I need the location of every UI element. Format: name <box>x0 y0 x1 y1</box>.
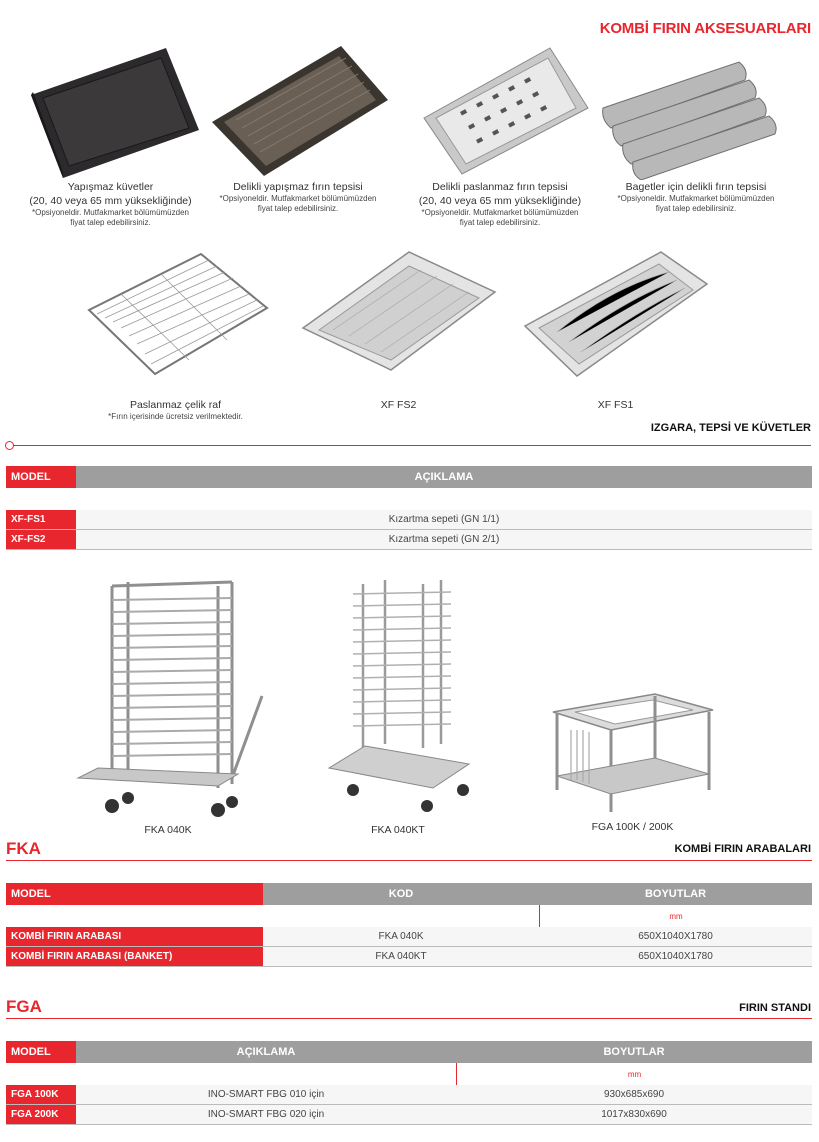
model-cell: KOMBİ FIRIN ARABASI (BANKET) <box>6 947 263 967</box>
dimensions-cell: 930x685x690 <box>456 1085 812 1105</box>
column-header-model: MODEL <box>6 466 76 488</box>
table-header-row <box>6 883 812 905</box>
product-note: *Opsiyoneldir. Mutfakmarket bölümümüzden <box>219 194 377 203</box>
spacer-cell <box>6 905 539 927</box>
column-header-code: KOD <box>263 883 539 905</box>
nonstick-pan-image <box>21 40 201 180</box>
accessory-table <box>6 466 812 550</box>
unit-label: mm <box>539 905 812 927</box>
page-title: KOMBİ FIRIN AKSESUARLARI <box>599 20 811 37</box>
table-header-row <box>6 466 812 488</box>
description-cell: INO-SMART FBG 010 için <box>76 1085 456 1105</box>
dimensions-cell: 650X1040X1780 <box>539 927 812 947</box>
cart-fka-040kt-image <box>323 578 473 823</box>
product-xf-fs2 <box>296 248 501 412</box>
model-cell: FGA 200K <box>6 1105 76 1125</box>
unit-label: mm <box>456 1063 812 1085</box>
code-cell: FKA 040KT <box>263 947 539 967</box>
product-note: fiyat talep edebilirsiniz. <box>257 204 339 213</box>
fry-basket-fs2-image <box>299 248 499 398</box>
table-row <box>6 927 812 947</box>
description-cell: Kızartma sepeti (GN 2/1) <box>76 530 812 550</box>
model-cell: XF-FS2 <box>6 530 76 550</box>
column-header-model: MODEL <box>6 883 263 905</box>
baguette-tray-image <box>599 40 794 180</box>
section-label: FIRIN STANDI <box>739 1002 811 1014</box>
oven-stand-image <box>545 690 720 820</box>
stand-table <box>6 1041 812 1125</box>
column-header-description: AÇIKLAMA <box>76 1041 456 1063</box>
section-divider <box>6 860 812 861</box>
column-header-model: MODEL <box>6 1041 76 1063</box>
section-label: KOMBİ FIRIN ARABALARI <box>674 843 811 855</box>
product-name: XF FS2 <box>380 399 417 411</box>
product-xf-fs1 <box>518 248 713 412</box>
table-row <box>6 530 812 550</box>
column-header-dimensions: BOYUTLAR <box>456 1041 812 1063</box>
table-row <box>6 1085 812 1105</box>
dimensions-cell: 650X1040X1780 <box>539 947 812 967</box>
model-cell: FGA 100K <box>6 1085 76 1105</box>
product-name: FKA 040K <box>144 824 192 836</box>
product-note: *Opsiyoneldir. Mutfakmarket bölümümüzden <box>32 208 189 217</box>
spacer-cell <box>6 1063 456 1085</box>
product-name: XF FS1 <box>597 399 634 411</box>
product-perforated-nonstick-tray <box>203 40 393 214</box>
product-sub: (20, 40 veya 65 mm yüksekliğinde) <box>29 195 192 207</box>
section-divider <box>14 445 811 446</box>
table-row <box>6 1105 812 1125</box>
column-header-dimensions: BOYUTLAR <box>539 883 812 905</box>
fry-basket-fs1-image <box>521 248 711 398</box>
product-name: Delikli yapışmaz fırın tepsisi <box>233 181 363 193</box>
product-note: *Opsiyoneldir. Mutfakmarket bölümümüzden <box>617 194 775 203</box>
perforated-tray-image <box>206 40 391 180</box>
product-name: Yapışmaz küvetler <box>67 181 154 193</box>
product-note: *Opsiyoneldir. Mutfakmarket bölümümüzden <box>421 208 579 217</box>
product-baguette-tray <box>596 40 796 214</box>
model-cell: XF-FS1 <box>6 510 76 530</box>
column-header-description: AÇIKLAMA <box>76 466 812 488</box>
dimensions-cell: 1017x830x690 <box>456 1105 812 1125</box>
product-sub: (20, 40 veya 65 mm yüksekliğinde) <box>418 195 582 207</box>
description-cell: INO-SMART FBG 020 için <box>76 1105 456 1125</box>
section-divider <box>6 1018 812 1019</box>
product-note: fiyat talep edebilirsiniz. <box>655 204 737 213</box>
product-note: fiyat talep edebilirsiniz. <box>70 218 151 227</box>
product-note: *Fırın içerisinde ücretsiz verilmektedir. <box>108 412 243 421</box>
product-fka-040kt <box>318 578 478 837</box>
product-fga-stand <box>540 690 725 834</box>
product-fka-040k <box>68 578 268 837</box>
cart-fka-040k-image <box>68 578 268 823</box>
table-row <box>6 947 812 967</box>
section-code: FKA <box>6 839 41 858</box>
product-note: fiyat talep edebilirsiniz. <box>459 218 541 227</box>
stainless-tray-image <box>410 40 590 180</box>
product-stainless-rack <box>78 248 273 422</box>
product-name: FGA 100K / 200K <box>591 821 674 833</box>
product-perforated-stainless-tray <box>405 40 595 228</box>
description-cell: Kızartma sepeti (GN 1/1) <box>76 510 812 530</box>
product-nonstick-pan <box>18 40 203 228</box>
section-code: FGA <box>6 997 42 1016</box>
section-label: IZGARA, TEPSİ VE KÜVETLER <box>650 422 811 434</box>
product-name: FKA 040KT <box>371 824 425 836</box>
product-name: Paslanmaz çelik raf <box>129 399 222 411</box>
section-dot <box>5 441 14 450</box>
cart-table <box>6 883 812 967</box>
wire-rack-image <box>81 248 271 398</box>
product-name: Delikli paslanmaz fırın tepsisi <box>432 181 568 193</box>
product-name: Bagetler için delikli fırın tepsisi <box>625 181 767 193</box>
table-row <box>6 510 812 530</box>
table-header-row <box>6 1041 812 1063</box>
model-cell: KOMBİ FIRIN ARABASI <box>6 927 263 947</box>
spacer-row <box>6 488 812 510</box>
code-cell: FKA 040K <box>263 927 539 947</box>
